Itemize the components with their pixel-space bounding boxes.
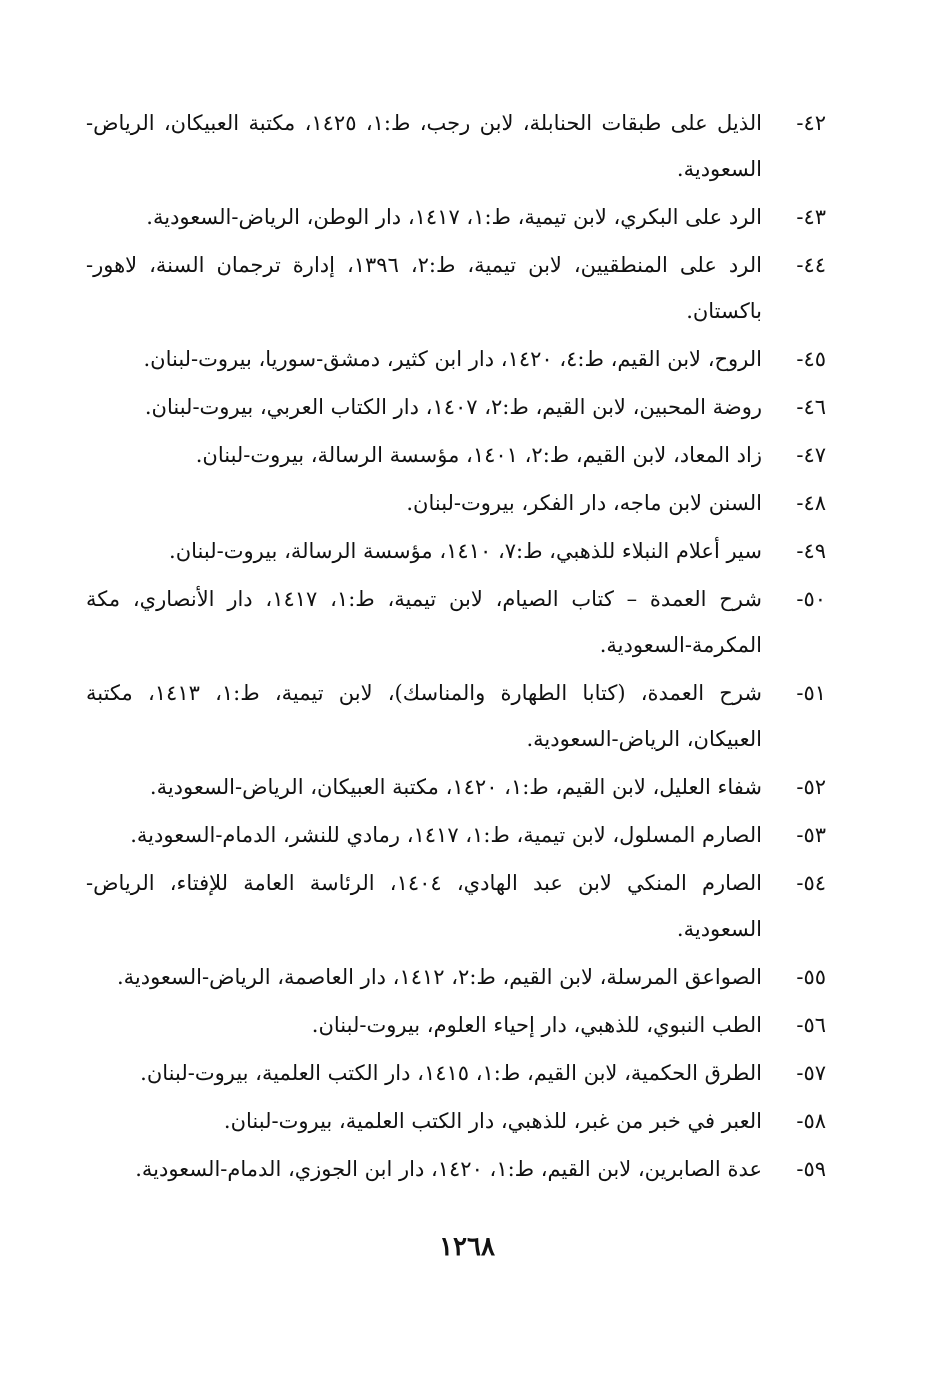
reference-text: الذيل على طبقات الحنابلة، لابن رجب، ط:١، ١٤٢٥، مكتبة العبيكان، الرياض-السعودية.: [86, 111, 762, 181]
reference-text: شرح العمدة – كتاب الصيام، لابن تيمية، ط:١، ١٤١٧، دار الأنصاري، مكة المكرمة-السعودية.: [86, 587, 762, 657]
reference-text: شرح العمدة، (كتابا الطهارة والمناسك)، لابن تيمية، ط:١، ١٤١٣، مكتبة العبيكان، الرياض-السعودية.: [86, 681, 762, 751]
reference-text: الصواعق المرسلة، لابن القيم، ط:٢، ١٤١٢، دار العاصمة، الرياض-السعودية.: [116, 965, 762, 989]
reference-item: [86, 100, 826, 192]
reference-text: الرد على المنطقيين، لابن تيمية، ط:٢، ١٣٩٦، إدارة ترجمان السنة، لاهور-باكستان.: [86, 253, 763, 323]
reference-text: عدة الصابرين، لابن القيم، ط:١، ١٤٢٠، دار ابن الجوزي، الدمام-السعودية.: [135, 1157, 762, 1181]
reference-number: ٥٧-: [796, 1061, 826, 1085]
reference-item: [86, 1002, 826, 1048]
reference-item: [86, 860, 826, 952]
reference-item: [86, 670, 826, 762]
reference-number: ٥٨-: [796, 1109, 826, 1133]
page-number: ١٢٦٨: [439, 1232, 495, 1262]
reference-text: الطب النبوي، للذهبي، دار إحياء العلوم، بيروت-لبنان.: [311, 1013, 762, 1037]
reference-number: ٤٦-: [796, 395, 826, 419]
reference-number: ٥٣-: [796, 823, 826, 847]
reference-text: الروح، لابن القيم، ط:٤، ١٤٢٠، دار ابن كثير، دمشق-سوريا، بيروت-لبنان.: [143, 347, 762, 371]
reference-item: [86, 384, 826, 430]
reference-text: روضة المحبين، لابن القيم، ط:٢، ١٤٠٧، دار الكتاب العربي، بيروت-لبنان.: [144, 395, 762, 419]
reference-item: [86, 528, 826, 574]
reference-number: ٤٥-: [796, 347, 826, 371]
reference-item: [86, 242, 826, 334]
reference-number: ٤٢-: [796, 111, 826, 135]
reference-item: [86, 432, 826, 478]
reference-text: الصارم المنكي لابن عبد الهادي، ١٤٠٤، الرئاسة العامة للإفتاء، الرياض-السعودية.: [86, 871, 762, 941]
reference-text: السنن لابن ماجه، دار الفكر، بيروت-لبنان.: [406, 491, 762, 515]
reference-text: الطرق الحكمية، لابن القيم، ط:١، ١٤١٥، دار الكتب العلمية، بيروت-لبنان.: [140, 1061, 762, 1085]
reference-text: سير أعلام النبلاء للذهبي، ط:٧، ١٤١٠، مؤسسة الرسالة، بيروت-لبنان.: [169, 539, 762, 563]
reference-item: [86, 764, 826, 810]
reference-item: [86, 1146, 826, 1192]
reference-number: ٥٦-: [796, 1013, 826, 1037]
reference-item: [86, 576, 826, 668]
reference-text: العبر في خبر من غبر، للذهبي، دار الكتب العلمية، بيروت-لبنان.: [223, 1109, 762, 1133]
reference-number: ٥١-: [796, 681, 826, 705]
reference-number: ٤٣-: [796, 205, 826, 229]
reference-number: ٤٤-: [796, 253, 826, 277]
reference-item: [86, 336, 826, 382]
reference-text: شفاء العليل، لابن القيم، ط:١، ١٤٢٠، مكتبة العبيكان، الرياض-السعودية.: [149, 775, 762, 799]
reference-item: [86, 194, 826, 240]
reference-number: ٥٥-: [796, 965, 826, 989]
reference-item: [86, 1050, 826, 1096]
reference-number: ٤٩-: [796, 539, 826, 563]
reference-item: [86, 812, 826, 858]
reference-text: الصارم المسلول، لابن تيمية، ط:١، ١٤١٧، رمادي للنشر، الدمام-السعودية.: [130, 823, 762, 847]
reference-number: ٥٩-: [796, 1157, 826, 1181]
reference-item: [86, 480, 826, 526]
reference-number: ٤٨-: [796, 491, 826, 515]
reference-item: [86, 954, 826, 1000]
reference-number: ٥٤-: [796, 871, 826, 895]
reference-number: ٥٠-: [796, 587, 826, 611]
reference-number: ٥٢-: [796, 775, 826, 799]
reference-list: [86, 100, 826, 1194]
reference-text: الرد على البكري، لابن تيمية، ط:١، ١٤١٧، دار الوطن، الرياض-السعودية.: [146, 205, 762, 229]
reference-number: ٤٧-: [796, 443, 826, 467]
reference-text: زاد المعاد، لابن القيم، ط:٢، ١٤٠١، مؤسسة الرسالة، بيروت-لبنان.: [195, 443, 762, 467]
reference-item: [86, 1098, 826, 1144]
